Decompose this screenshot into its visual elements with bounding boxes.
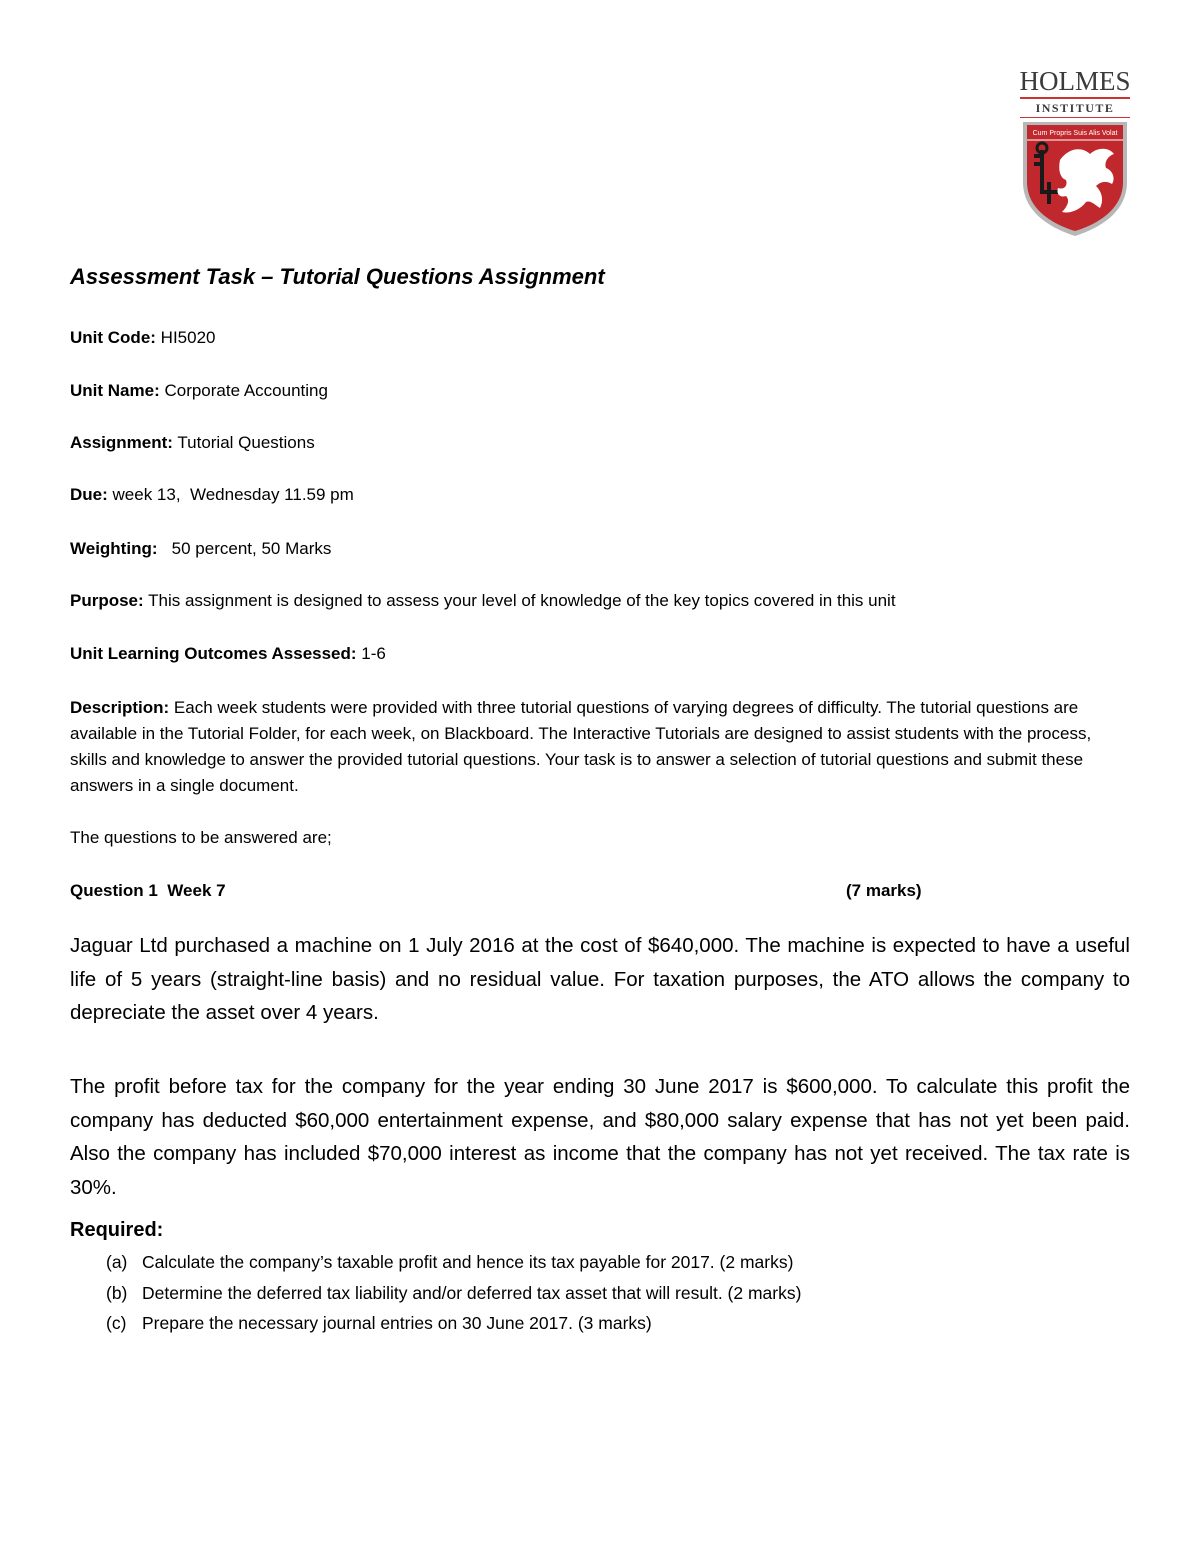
unit-name-row — [70, 379, 328, 403]
description-text: Each week students were provided with three tutorial questions of varying degrees of difficulty. The tutorial questions are available in the Tutorial Folder, for each week, on Blackboard. The Interactive Tutorials are designed to assist students with the process, skills and knowledge to answer the provided tutorial questions. Your task is to answer a selection of tutorial questions and submit these answers in a single document. — [70, 698, 1092, 795]
question-1-paragraph-1: Jaguar Ltd purchased a machine on 1 July 2016 at the cost of $640,000. The machine is expected to have a useful life of 5 years (straight-line basis) and no residual value. For taxation purposes, the ATO allows the company to depreciate the asset over 4 years. — [70, 934, 1130, 1024]
weighting-value: 50 percent, 50 Marks — [157, 539, 332, 558]
logo-rule-2 — [1020, 117, 1130, 118]
list-item-text: Determine the deferred tax liability and/or deferred tax asset that will result. (2 marks) — [142, 1282, 802, 1303]
required-heading: Required: — [70, 1219, 164, 1241]
weighting-row — [70, 537, 331, 561]
description-label: Description: — [70, 698, 170, 717]
outcomes-label: Unit Learning Outcomes Assessed: — [70, 644, 357, 663]
questions-intro: The questions to be answered are; — [70, 828, 332, 847]
due-value: week 13, Wednesday 11.59 pm — [107, 485, 354, 504]
assignment-value: Tutorial Questions — [172, 433, 315, 452]
due-row — [70, 483, 354, 507]
unit-code-row — [70, 326, 215, 350]
griffin-shield-icon — [1020, 120, 1130, 238]
list-item-label: (a) — [106, 1252, 128, 1272]
purpose-row — [70, 589, 896, 613]
logo-name: HOLMES — [1019, 66, 1131, 96]
logo-subtitle: INSTITUTE — [1035, 101, 1115, 115]
purpose-label: Purpose: — [70, 591, 144, 610]
assignment-row — [70, 431, 315, 455]
question-1-marks: (7 marks) — [846, 881, 922, 900]
page-title: Assessment Task – Tutorial Questions Assignment — [70, 264, 605, 289]
logo-motto: Cum Propris Suis Alis Volat — [1032, 130, 1118, 137]
question-1-header — [70, 879, 1130, 903]
list-item-text: Prepare the necessary journal entries on 30 June 2017. (3 marks) — [142, 1313, 652, 1333]
question-1-heading: Question 1 Week 7 — [70, 881, 226, 900]
list-item — [106, 1308, 1106, 1339]
list-item — [106, 1247, 1106, 1278]
description-paragraph — [70, 695, 1130, 799]
list-item-label: (c) — [106, 1313, 127, 1333]
required-list — [106, 1247, 1106, 1339]
document-body — [70, 258, 1130, 1333]
unit-code-label: Unit Code: — [70, 328, 156, 347]
unit-name-value: Corporate Accounting — [159, 381, 328, 400]
question-1-paragraph-2: The profit before tax for the company for the year ending 30 June 2017 is $600,000. To calculate this profit the company has deducted $60,000 entertainment expense, and $80,000 salary expense that has not yet been paid. Also the company has included $70,000 interest as income that the company has not yet received. The tax rate is 30%. — [70, 1075, 1130, 1199]
unit-code-value: HI5020 — [155, 328, 216, 347]
list-item-label: (b) — [106, 1282, 128, 1303]
logo-rule — [1020, 97, 1130, 99]
outcomes-value: 1-6 — [356, 644, 386, 663]
unit-name-label: Unit Name: — [70, 381, 160, 400]
weighting-label: Weighting: — [70, 539, 158, 558]
assignment-label: Assignment: — [70, 433, 173, 452]
list-item-text: Calculate the company’s taxable profit and hence its tax payable for 2017. (2 marks) — [142, 1252, 794, 1272]
due-label: Due: — [70, 485, 108, 504]
holmes-logo — [1018, 68, 1132, 236]
purpose-value: This assignment is designed to assess your level of knowledge of the key topics covered in this unit — [143, 591, 896, 610]
outcomes-row — [70, 642, 386, 666]
list-item — [106, 1278, 1106, 1309]
